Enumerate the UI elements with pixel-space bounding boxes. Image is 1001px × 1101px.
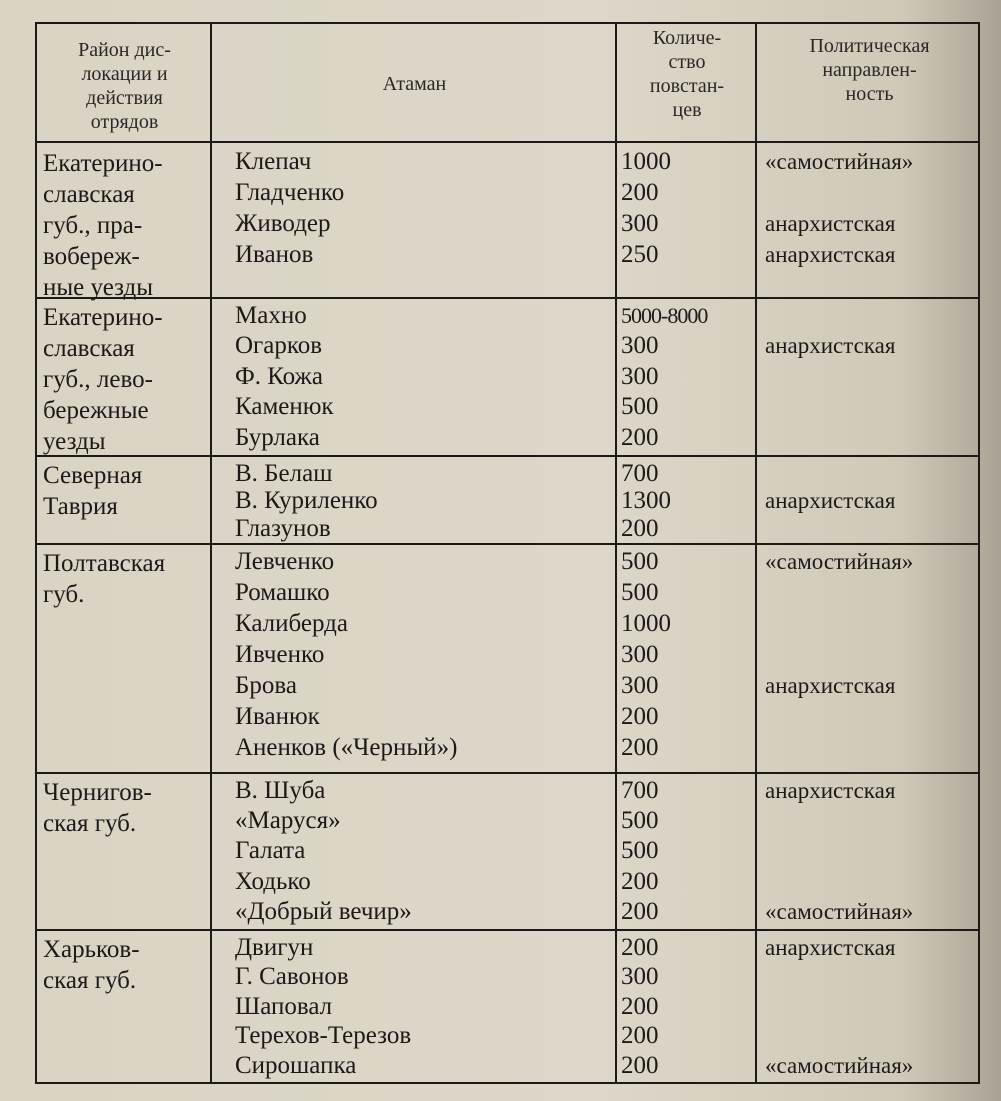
header-line: ство	[668, 51, 706, 73]
political-orientation: анархистская	[765, 211, 896, 236]
insurgent-count: 300	[621, 641, 659, 668]
insurgent-count: 500	[621, 548, 659, 575]
header-line: ность	[845, 83, 894, 105]
header-line: цев	[672, 99, 702, 121]
insurgent-count: 200	[621, 1051, 659, 1079]
header-line: направлен-	[822, 59, 917, 81]
header-line: Район дис-	[78, 39, 171, 61]
ataman-name: Левченко	[235, 548, 335, 575]
insurgent-count: 1300	[621, 487, 671, 515]
insurgent-count: 500	[621, 393, 659, 421]
insurgent-count: 5000-8000	[621, 303, 708, 328]
header-politics	[757, 34, 982, 106]
ataman-name: Гладченко	[235, 179, 345, 206]
political-orientation: «самостийная»	[765, 1052, 914, 1078]
district-line: Екатерино-	[43, 150, 163, 177]
political-orientation: анархистская	[765, 242, 896, 267]
district-line: Чернигов-	[43, 779, 152, 806]
ataman-name: Брова	[235, 672, 297, 699]
district-line: славская	[43, 335, 135, 362]
insurgents-table	[35, 22, 980, 1084]
political-orientation: «самостийная»	[765, 149, 914, 174]
ataman-name: Иванов	[235, 241, 314, 268]
insurgent-count: 200	[621, 514, 659, 542]
district-line: Таврия	[43, 493, 118, 520]
district-line: вобереж-	[43, 243, 140, 270]
district-line: уезды	[43, 428, 106, 455]
header-line: Атаман	[382, 73, 447, 95]
insurgent-count: 200	[621, 992, 659, 1020]
group-divider	[37, 543, 978, 545]
ataman-name: Двигун	[235, 934, 314, 961]
insurgent-count: 200	[621, 423, 659, 451]
ataman-name: «Маруся»	[235, 807, 341, 835]
ataman-name: Терехов-Терезов	[235, 1022, 412, 1050]
ataman-name: Ходько	[235, 867, 311, 895]
group-divider	[37, 297, 978, 299]
insurgent-count: 700	[621, 460, 659, 487]
insurgent-count: 200	[621, 867, 659, 895]
header-line: отрядов	[90, 111, 159, 133]
insurgent-count: 300	[621, 963, 659, 991]
political-orientation: анархистская	[765, 488, 896, 514]
political-orientation: «самостийная»	[765, 549, 914, 574]
ataman-name: Глазунов	[235, 514, 331, 542]
insurgent-count: 300	[621, 210, 659, 237]
ataman-name: Ф. Кожа	[235, 362, 323, 390]
header-line: Количе-	[652, 27, 722, 49]
district-line: бережные	[43, 397, 149, 424]
district-line: Харьков-	[43, 936, 140, 963]
ataman-name: Сирошапка	[235, 1051, 357, 1079]
header-divider	[37, 141, 978, 143]
district-line: славская	[43, 181, 135, 208]
ataman-name: Бурлака	[235, 423, 320, 451]
political-orientation: анархистская	[765, 333, 896, 359]
insurgent-count: 300	[621, 362, 659, 390]
header-line: Политическая	[809, 35, 930, 57]
ataman-name: В. Шуба	[235, 777, 326, 804]
district-line: ская губ.	[43, 967, 137, 994]
district-line: Северная	[43, 462, 143, 489]
group-divider	[37, 929, 978, 931]
header-district	[37, 38, 212, 134]
header-line: локации и	[81, 63, 168, 85]
ataman-name: Шаповал	[235, 992, 333, 1020]
district-line: ская губ.	[43, 810, 137, 837]
ataman-name: Аненков («Черный»)	[235, 734, 458, 761]
header-count	[617, 26, 757, 122]
ataman-name: Каменюк	[235, 393, 334, 421]
insurgent-count: 1000	[621, 148, 671, 175]
ataman-name: Махно	[235, 302, 307, 329]
district-line: ные уезды	[43, 274, 154, 301]
political-orientation: анархистская	[765, 935, 896, 960]
ataman-name: Калиберда	[235, 610, 348, 637]
column-divider	[615, 24, 617, 1082]
insurgent-count: 500	[621, 837, 659, 865]
insurgent-count: 200	[621, 934, 659, 961]
district-line: Екатерино-	[43, 304, 163, 331]
ataman-name: Клепач	[235, 148, 312, 175]
insurgent-count: 250	[621, 241, 659, 268]
column-divider	[755, 24, 757, 1082]
group-divider	[37, 455, 978, 457]
ataman-name: В. Белаш	[235, 460, 333, 487]
political-orientation: анархистская	[765, 778, 896, 803]
insurgent-count: 1000	[621, 610, 671, 637]
column-divider	[210, 24, 212, 1082]
ataman-name: Ромашко	[235, 579, 330, 606]
insurgent-count: 200	[621, 1022, 659, 1050]
ataman-name: Г. Савонов	[235, 963, 349, 991]
group-divider	[37, 772, 978, 774]
header-line: повстан-	[649, 75, 725, 97]
insurgent-count: 500	[621, 807, 659, 835]
ataman-name: «Добрый вечир»	[235, 897, 412, 925]
insurgent-count: 200	[621, 703, 659, 730]
district-line: губ.	[43, 581, 85, 608]
ataman-name: Ивченко	[235, 641, 325, 668]
ataman-name: Иванюк	[235, 703, 320, 730]
header-ataman	[212, 72, 617, 96]
political-orientation: анархистская	[765, 673, 896, 698]
insurgent-count: 500	[621, 579, 659, 606]
insurgent-count: 200	[621, 179, 659, 206]
ataman-name: Огарков	[235, 332, 323, 360]
ataman-name: Живодер	[235, 210, 331, 237]
insurgent-count: 300	[621, 672, 659, 699]
ataman-name: В. Куриленко	[235, 487, 378, 515]
insurgent-count: 300	[621, 332, 659, 360]
header-line: действия	[86, 87, 163, 109]
insurgent-count: 700	[621, 777, 659, 804]
district-line: Полтавская	[43, 550, 166, 577]
political-orientation: «самостийная»	[765, 898, 914, 924]
ataman-name: Галата	[235, 837, 306, 865]
district-line: губ., пра-	[43, 212, 143, 239]
district-line: губ., лево-	[43, 366, 153, 393]
insurgent-count: 200	[621, 734, 659, 761]
insurgent-count: 200	[621, 897, 659, 925]
